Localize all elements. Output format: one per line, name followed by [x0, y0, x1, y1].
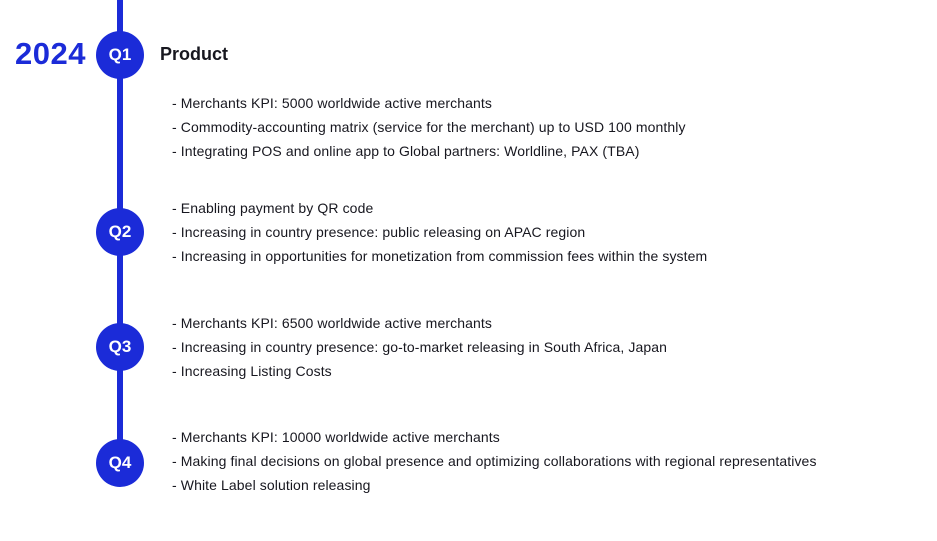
quarter-badge-q4 [96, 439, 144, 487]
quarter-badge-q3 [96, 323, 144, 371]
quarter-badge-q2 [96, 208, 144, 256]
bullet-item: - Increasing in country presence: go-to-market releasing in South Africa, Japan [172, 339, 668, 355]
bullet-group-q4 [172, 425, 817, 497]
quarter-label-q3: Q3 [108, 337, 132, 356]
bullet-item: - Enabling payment by QR code [172, 200, 374, 216]
bullet-item: - Increasing in opportunities for monetization from commission fees within the system [172, 248, 708, 264]
bullet-item: - Merchants KPI: 6500 worldwide active merchants [172, 315, 492, 331]
quarter-label-q4: Q4 [108, 453, 132, 472]
bullet-item: - Commodity-accounting matrix (service for the merchant) up to USD 100 monthly [172, 119, 686, 135]
bullet-item: - Merchants KPI: 10000 worldwide active merchants [172, 429, 500, 445]
year-label: 2024 [15, 36, 86, 71]
bullet-item: - Making final decisions on global presence and optimizing collaborations with regional representatives [172, 453, 817, 469]
bullet-item: - Integrating POS and online app to Global partners: Worldline, PAX (TBA) [172, 143, 640, 159]
bullet-item: - Merchants KPI: 5000 worldwide active merchants [172, 95, 492, 111]
quarter-label-q2: Q2 [108, 222, 132, 241]
bullet-item: - Increasing in country presence: public releasing on APAC region [172, 224, 586, 240]
section-heading-product: Product [160, 44, 229, 64]
bullet-item: - Increasing Listing Costs [172, 363, 332, 379]
bullet-group-q2 [172, 196, 707, 268]
quarter-badge-q1 [96, 31, 144, 79]
bullet-group-q1 [172, 91, 686, 163]
bullet-item: - White Label solution releasing [172, 477, 371, 493]
bullet-group-q3 [172, 311, 667, 383]
quarter-label-q1: Q1 [108, 45, 132, 64]
